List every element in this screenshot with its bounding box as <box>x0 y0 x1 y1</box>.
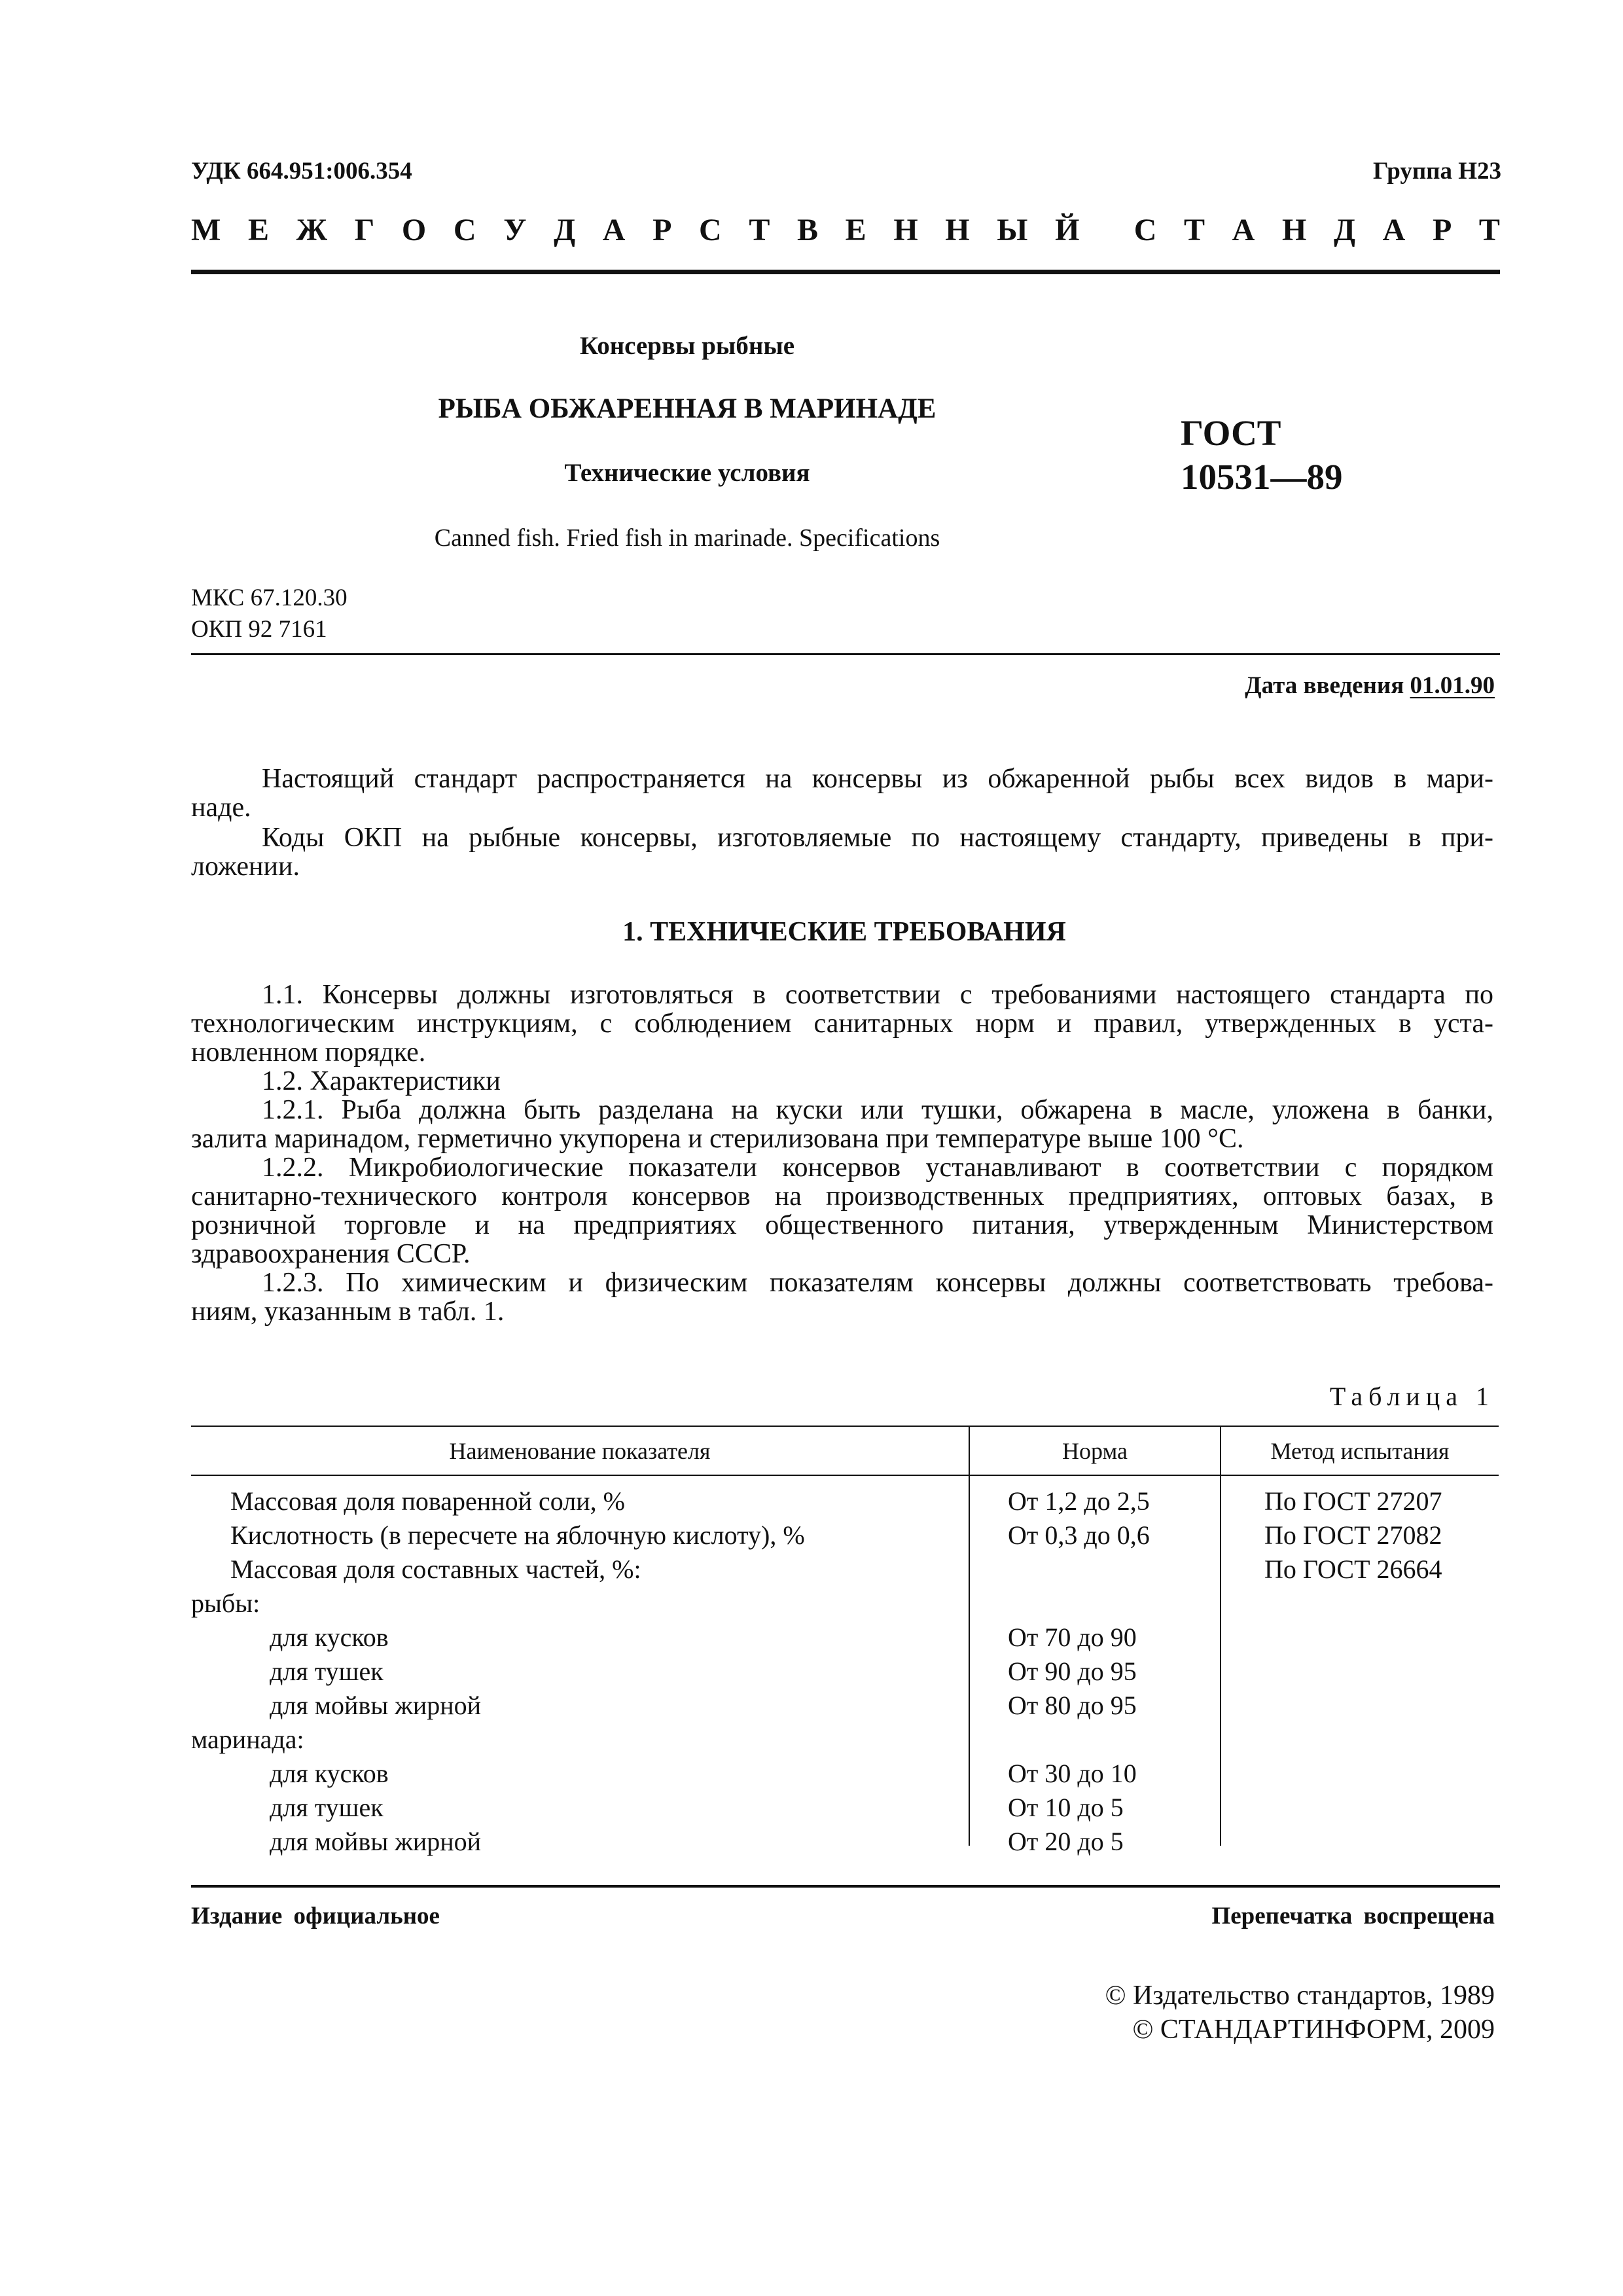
table-cell-name: для мойвы жирной <box>270 1827 482 1856</box>
clause-1-2-1-line-1: 1.2.1. Рыба должна быть разделана на куски или тушки, обжарена в масле, уложена в банки, <box>262 1095 1493 1125</box>
footer-rule <box>191 1885 1500 1888</box>
table-cell-method: По ГОСТ 27082 <box>1264 1520 1442 1550</box>
table-cell-norm: От 20 до 5 <box>1008 1827 1124 1856</box>
table-cell-norm: От 70 до 90 <box>1008 1623 1137 1652</box>
intro-date-value: 01.01.90 <box>1410 672 1495 699</box>
heading-letter: Р <box>1432 213 1452 247</box>
reprint-prohibited: Перепечатка воспрещена <box>1211 1903 1495 1929</box>
document-title: РЫБА ОБЖАРЕННАЯ В МАРИНАДЕ <box>438 393 936 424</box>
clause-1-2-3-line-1: 1.2.3. По химическим и физическим показателям консервы должны соответствовать требова- <box>262 1268 1493 1298</box>
table-cell-name: Кислотность (в пересчете на яблочную кислоту), % <box>230 1520 805 1550</box>
table-cell-method: По ГОСТ 27207 <box>1264 1486 1442 1516</box>
heading-letter: Д <box>554 213 576 247</box>
clause-1-2-2-line-1: 1.2.2. Микробиологические показатели консервов устанавливают в соответствии с порядком <box>262 1153 1493 1183</box>
heading-letter: У <box>503 213 527 247</box>
table-cell-name: для тушек <box>270 1793 383 1822</box>
table-cell-name: Массовая доля составных частей, %: <box>230 1554 641 1584</box>
clause-1-1-line-1: 1.1. Консервы должны изготовляться в соответствии с требованиями настоящего стандарта по <box>262 980 1493 1010</box>
interstate-standard-heading <box>191 212 1500 248</box>
okp-code: ОКП 92 7161 <box>191 616 327 643</box>
heading-letter: А <box>1382 213 1406 247</box>
table-column-divider <box>1220 1426 1221 1846</box>
table-cell-norm: От 10 до 5 <box>1008 1793 1124 1822</box>
heading-letter: Й <box>1055 213 1080 247</box>
clause-1-1-line-2: технологическим инструкциям, с соблюдением санитарных норм и правил, утвержденных в уста- <box>191 1009 1493 1039</box>
table-cell-method: По ГОСТ 26664 <box>1264 1554 1442 1584</box>
intro-date <box>1245 672 1495 700</box>
gost-number: 10531—89 <box>1181 457 1343 497</box>
table-cell-norm: От 30 до 10 <box>1008 1759 1137 1788</box>
heading-letter: Ы <box>997 213 1028 247</box>
table-column-divider <box>969 1426 970 1846</box>
clause-1-1-line-3: новленном порядке. <box>191 1037 426 1067</box>
heading-letter: Н <box>893 213 918 247</box>
clause-1-2-3-line-2: ниям, указанным в табл. 1. <box>191 1297 505 1327</box>
table-cell-name: для кусков <box>270 1759 389 1788</box>
official-edition: Издание официальное <box>191 1903 440 1929</box>
table-cell-name: для кусков <box>270 1623 389 1652</box>
table-cell-norm: От 1,2 до 2,5 <box>1008 1486 1150 1516</box>
heading-letter: Ж <box>296 213 328 247</box>
intro-paragraph-1-line-1: Настоящий стандарт распространяется на консервы из обжаренной рыбы всех видов в мари- <box>262 764 1493 794</box>
heading-letter: В <box>797 213 819 247</box>
english-title: Canned fish. Fried fish in marinade. Specifications <box>434 524 940 552</box>
heading-letter: Р <box>652 213 672 247</box>
intro-paragraph-2-line-2: ложении. <box>191 852 300 882</box>
table-cell-name: рыбы: <box>191 1588 260 1618</box>
document-conditions: Технические условия <box>564 459 810 487</box>
table-cell-name: для тушек <box>270 1657 383 1686</box>
heading-letter: С <box>453 213 476 247</box>
clause-1-2: 1.2. Характеристики <box>262 1066 501 1096</box>
table-cell-norm: От 80 до 95 <box>1008 1691 1137 1720</box>
heading-letter: Г <box>354 213 375 247</box>
clause-1-2-2-line-3: розничной торговле и на предприятиях общественного питания, утвержденным Министерством <box>191 1210 1493 1240</box>
table-cell-name: Массовая доля поваренной соли, % <box>230 1486 625 1516</box>
intro-date-label: Дата введения <box>1245 672 1404 699</box>
mks-code: МКС 67.120.30 <box>191 584 348 611</box>
document-subtitle: Консервы рыбные <box>579 332 795 360</box>
udk-code: УДК 664.951:006.354 <box>191 158 412 185</box>
header-rule <box>191 270 1500 274</box>
table-top-rule <box>191 1426 1499 1427</box>
table-cell-name: для мойвы жирной <box>270 1691 482 1720</box>
section-1-heading: 1. ТЕХНИЧЕСКИЕ ТРЕБОВАНИЯ <box>622 917 1066 947</box>
heading-letter: Н <box>1281 213 1307 247</box>
heading-letter: Д <box>1333 213 1355 247</box>
table-caption: Таблица 1 <box>1329 1382 1495 1411</box>
heading-letter: Т <box>1478 213 1500 247</box>
codes-rule <box>191 653 1500 655</box>
heading-letter: С <box>699 213 722 247</box>
group-code: Группа Н23 <box>1373 158 1501 185</box>
heading-letter: Е <box>247 213 269 247</box>
heading-letter: М <box>191 213 221 247</box>
table-cell-norm: От 90 до 95 <box>1008 1657 1137 1686</box>
heading-letter: С <box>1133 213 1157 247</box>
gost-label: ГОСТ <box>1181 413 1281 453</box>
heading-letter: А <box>602 213 626 247</box>
copyright-1: © Издательство стандартов, 1989 <box>1105 1981 1495 2011</box>
heading-letter: Н <box>945 213 970 247</box>
table-header-name: Наименование показателя <box>449 1438 711 1464</box>
heading-letter: Т <box>749 213 770 247</box>
clause-1-2-2-line-4: здравоохранения СССР. <box>191 1239 471 1269</box>
heading-letter: О <box>401 213 427 247</box>
table-header-method: Метод испытания <box>1270 1438 1450 1464</box>
clause-1-2-1-line-2: залита маринадом, герметично укупорена и стерилизована при температуре выше 100 °С. <box>191 1124 1244 1154</box>
intro-paragraph-1-line-2: наде. <box>191 793 251 823</box>
table-cell-norm: От 0,3 до 0,6 <box>1008 1520 1150 1550</box>
table-header-rule <box>191 1475 1499 1476</box>
table-header-norm: Норма <box>1062 1438 1128 1464</box>
intro-paragraph-2-line-1: Коды ОКП на рыбные консервы, изготовляемые по настоящему стандарту, приведены в при- <box>262 823 1493 853</box>
clause-1-2-2-line-2: санитарно-технического контроля консервов на производственных предприятиях, оптовых базах, в <box>191 1181 1493 1211</box>
copyright-2: © СТАНДАРТИНФОРМ, 2009 <box>1132 2015 1495 2045</box>
heading-letter: Е <box>845 213 866 247</box>
table-cell-name: маринада: <box>191 1725 304 1754</box>
heading-letter: Т <box>1184 213 1205 247</box>
heading-letter: А <box>1232 213 1255 247</box>
